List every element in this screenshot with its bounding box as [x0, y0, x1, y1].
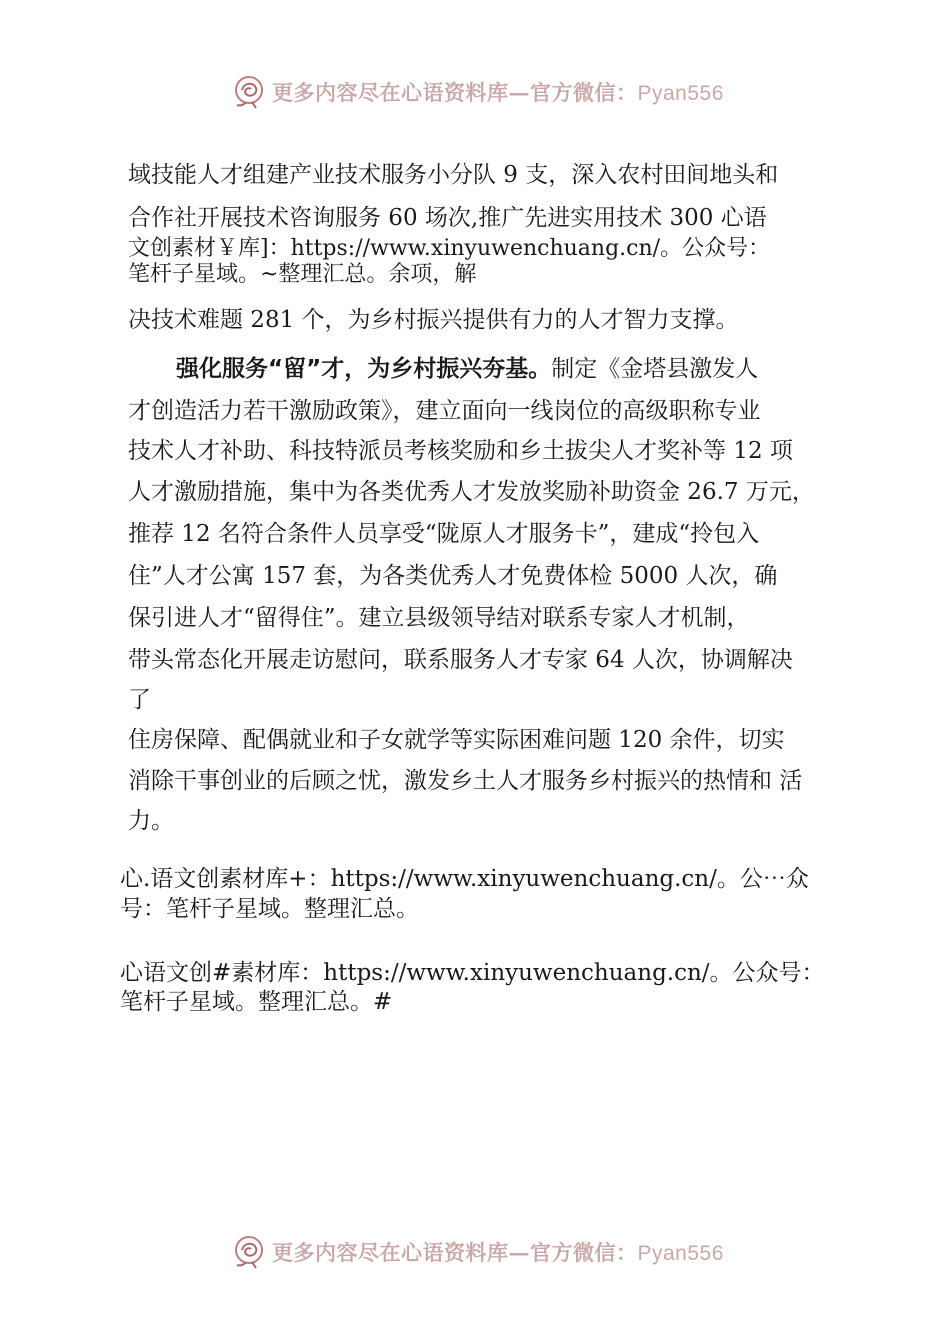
- banner-text: 更多内容尽在心语资料库—官方微信：Pyan556: [272, 80, 724, 105]
- paragraph-2-rest: 制定《金塔县激发人: [551, 356, 759, 382]
- body-line-16: 消除干事创业的后顾之忧，激发乡土人才服务乡村振兴的热情和 活: [128, 768, 803, 794]
- footer-banner: [232, 1232, 752, 1272]
- body-line-4: 笔杆子星域。~整理汇总。余项，解: [128, 262, 477, 287]
- footer-note-2-line-2: 笔杆子星域。整理汇总。#: [120, 989, 393, 1015]
- footer-note-2-line-1: 心语文创#素材库：https://www.xinyuwenchuang.cn/。公众号：: [120, 960, 825, 986]
- paragraph-2-lead: 强化服务“留”才，为乡村振兴夯基。: [176, 356, 552, 382]
- header-banner: [232, 72, 752, 112]
- body-line-11: 住”人才公寓 157 套，为各类优秀人才免费体检 5000 人次，确: [128, 563, 778, 589]
- body-line-13: 带头常态化开展走访慰问，联系服务人才专家 64 人次，协调解决: [128, 647, 793, 673]
- rose-logo-icon: [232, 74, 268, 110]
- footer-note-1-line-1: 心.语文创素材库+：https://www.xinyuwenchuang.cn/。公⋯众: [120, 866, 809, 892]
- body-line-2: 合作社开展技术咨询服务 60 场次,推广先进实用技术 300 心语: [128, 205, 767, 231]
- body-line-8: 技术人才补助、科技特派员考核奖励和乡土拔尖人才奖补等 12 项: [128, 438, 793, 464]
- body-line-1: 域技能人才组建产业技术服务小分队 9 支，深入农村田间地头和: [128, 162, 779, 188]
- body-line-7: 才创造活力若干激励政策》，建立面向一线岗位的高级职称专业: [128, 398, 761, 424]
- rose-logo-icon: [232, 1234, 268, 1270]
- body-line-14: 了: [128, 687, 151, 713]
- footer-note-1-line-2: 号：笔杆子星域。整理汇总。: [120, 896, 419, 922]
- body-line-17: 力。: [128, 808, 174, 834]
- body-line-10: 推荐 12 名符合条件人员享受“陇原人才服务卡”，建成“拎包入: [128, 521, 760, 547]
- body-line-3: 文创素材￥库]：https://www.xinyuwenchuang.cn/。公众号：: [128, 236, 771, 261]
- banner-text: 更多内容尽在心语资料库—官方微信：Pyan556: [272, 1240, 724, 1265]
- body-line-12: 保引进人才“留得住”。建立县级领导结对联系专家人才机制，: [128, 605, 750, 631]
- body-line-15: 住房保障、配偶就业和子女就学等实际困难问题 120 余件，切实: [128, 727, 785, 753]
- paragraph-2-first-line: [176, 354, 758, 384]
- body-line-9: 人才激励措施，集中为各类优秀人才发放奖励补助资金 26.7 万元，: [128, 479, 815, 505]
- body-line-5: 决技术难题 281 个，为乡村振兴提供有力的人才智力支撑。: [128, 307, 739, 333]
